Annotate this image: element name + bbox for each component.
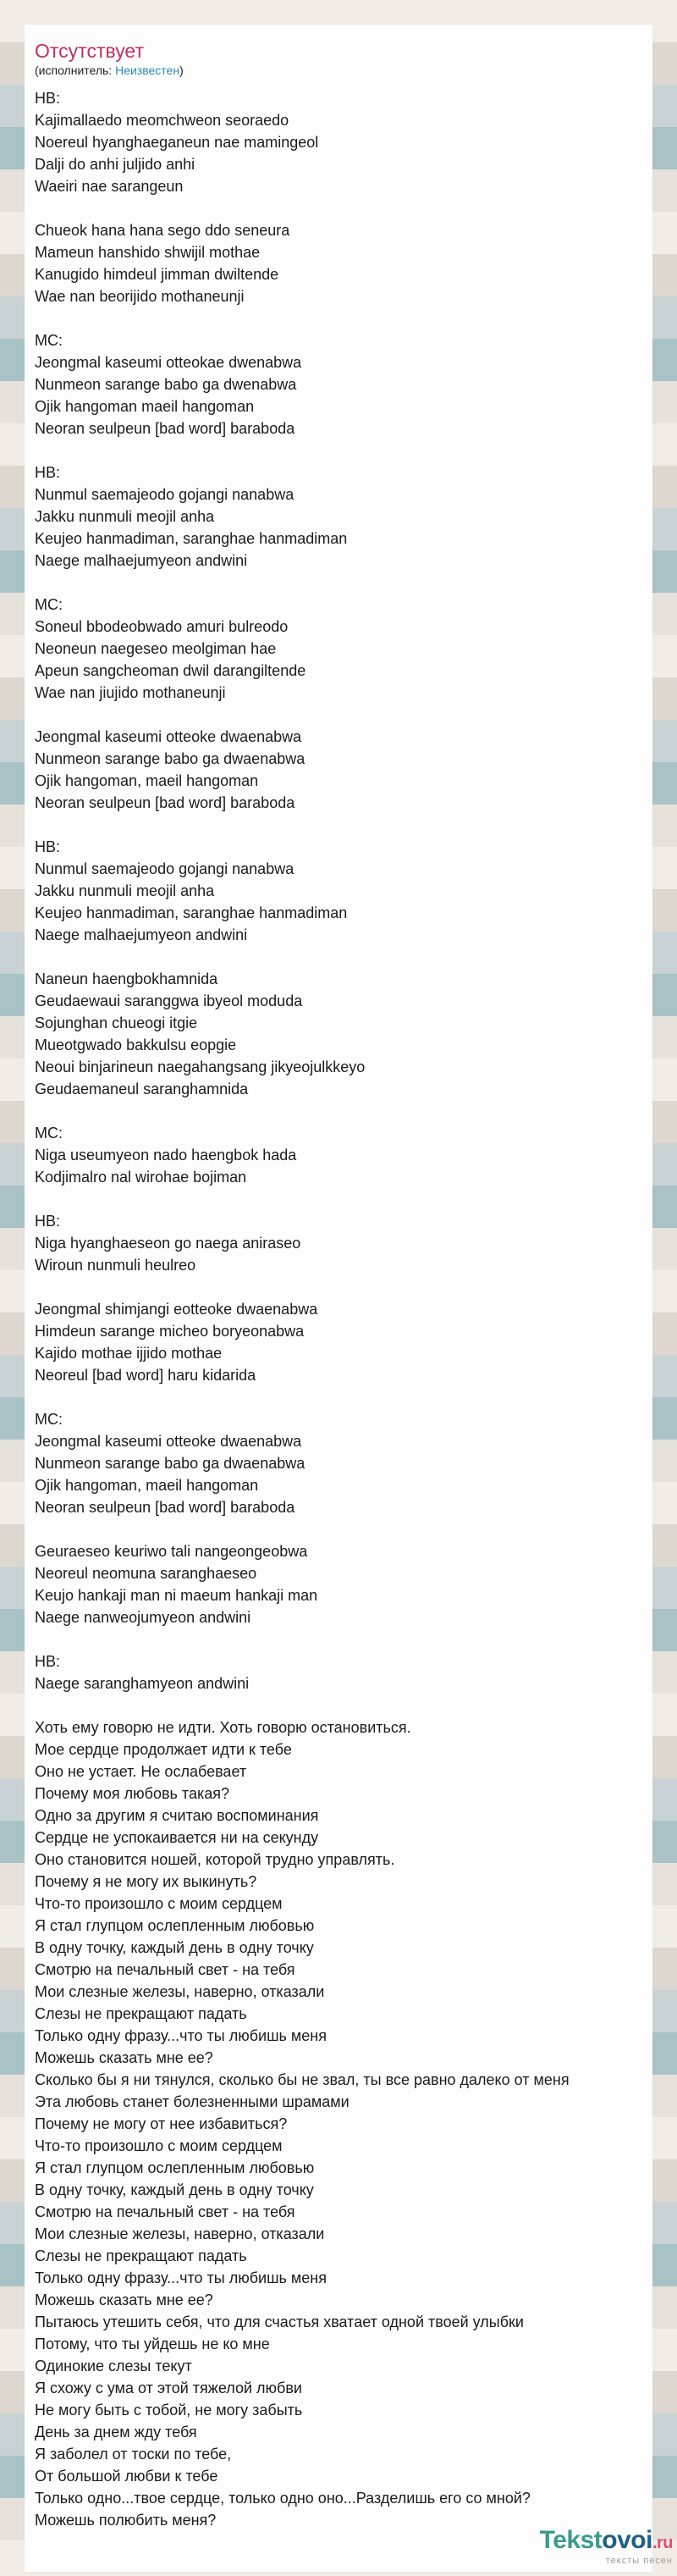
lyrics-stanza — [35, 594, 642, 704]
lyric-line: Только одно...твое сердце, только одно оно...Разделишь его со мной? — [35, 2490, 531, 2507]
lyrics-stanza — [35, 462, 642, 572]
lyric-line: Neoneun naegeseo meolgiman hae — [35, 640, 277, 657]
lyric-line: Сердце не успокаивается ни на секунду — [35, 1829, 319, 1846]
lyric-line: Chueok hana hana sego ddo seneura — [35, 222, 290, 239]
logo-part-1: Tekst — [539, 2526, 603, 2554]
lyric-line: Что-то произошло с моим сердцем — [35, 1895, 283, 1912]
lyric-line: Только одну фразу...что ты любишь меня — [35, 2027, 327, 2044]
lyric-line: Noereul hyanghaeganeun nae mamingeol — [35, 134, 319, 151]
lyric-line: День за днем жду тебя — [35, 2424, 197, 2441]
lyric-line: Мои слезные железы, наверно, отказали — [35, 2225, 325, 2242]
lyrics-stanza — [35, 1540, 642, 1628]
lyrics-page — [25, 25, 652, 2572]
lyric-line: Kanugido himdeul jimman dwiltende — [35, 266, 279, 283]
lyrics-stanza — [35, 329, 642, 439]
lyric-line: Keujeo hanmadiman, saranghae hanmadiman — [35, 904, 348, 921]
lyric-line: Что-то произошло с моим сердцем — [35, 2137, 283, 2154]
performer-prefix: (исполнитель: — [35, 64, 116, 77]
lyric-line: Neoran seulpeun [bad word] baraboda — [35, 420, 295, 437]
lyric-line: Слезы не прекращают падать — [35, 2005, 247, 2022]
lyric-line: Одно за другим я считаю воспоминания — [35, 1807, 319, 1824]
lyrics-stanza — [35, 1298, 642, 1386]
lyric-line: Neoui binjarineun naegahangsang jikyeojulkkeyo — [35, 1059, 366, 1075]
lyric-line: Эта любовь станет болезненными шрамами — [35, 2093, 350, 2110]
lyric-line: Nunmeon sarange babo ga dwaenabwa — [35, 1455, 305, 1472]
lyric-line: Потому, что ты уйдешь не ко мне — [35, 2336, 270, 2352]
logo-part-3: .ru — [652, 2534, 673, 2552]
lyric-line: Keujeo hanmadiman, saranghae hanmadiman — [35, 530, 348, 547]
lyric-line: Naneun haengbokhamnida — [35, 970, 218, 987]
lyric-line: Почему я не могу их выкинуть? — [35, 1873, 257, 1890]
lyric-line: От большой любви к тебе — [35, 2468, 218, 2485]
lyrics-stanza — [35, 968, 642, 1100]
lyric-line: HB: — [35, 838, 61, 855]
lyric-line: В одну точку, каждый день в одну точку — [35, 2181, 314, 2198]
lyric-line: Apeun sangcheoman dwil darangiltende — [35, 662, 306, 679]
lyric-line: Ojik hangoman maeil hangoman — [35, 398, 255, 415]
lyric-line: HB: — [35, 90, 61, 107]
lyric-line: Ojik hangoman, maeil hangoman — [35, 1477, 259, 1494]
lyric-line: Geuraeseo keuriwo tali nangeongeobwa — [35, 1543, 308, 1560]
lyric-line: Naege malhaejumyeon andwini — [35, 552, 248, 569]
lyric-line: Kajido mothae ijjido mothae — [35, 1345, 223, 1362]
lyric-line: Я заболел от тоски по тебе, — [35, 2446, 232, 2463]
lyric-line: Только одну фразу...что ты любишь меня — [35, 2269, 327, 2286]
lyrics-stanza — [35, 219, 642, 307]
lyric-line: Himdeun sarange micheo boryeonabwa — [35, 1323, 305, 1340]
lyric-line: Wiroun nunmuli heulreo — [35, 1257, 196, 1274]
lyrics-stanza — [35, 1122, 642, 1188]
lyric-line: MC: — [35, 1411, 63, 1428]
lyric-line: MC: — [35, 1125, 63, 1142]
site-logo[interactable] — [540, 2528, 673, 2566]
lyrics-stanza — [35, 726, 642, 814]
lyric-line: Nunmeon sarange babo ga dwenabwa — [35, 376, 297, 393]
lyric-line: Nunmul saemajeodo gojangi nanabwa — [35, 860, 294, 877]
lyric-line: Оно становится ношей, которой трудно управлять. — [35, 1851, 395, 1868]
lyric-line: Пытаюсь утешить себя, что для счастья хватает одной твоей улыбки — [35, 2313, 524, 2330]
lyric-line: HB: — [35, 1653, 61, 1670]
lyric-line: Не могу быть с тобой, не могу забыть — [35, 2402, 303, 2418]
lyric-line: В одну точку, каждый день в одну точку — [35, 1939, 314, 1956]
lyric-line: HB: — [35, 464, 61, 481]
artist-link[interactable]: Неизвестен — [115, 64, 180, 77]
lyric-line: Wae nan jiujido mothaneunji — [35, 684, 226, 701]
lyric-line: Nunmeon sarange babo ga dwaenabwa — [35, 750, 305, 767]
logo-tagline: тексты песен — [605, 2556, 673, 2566]
lyric-line: Jakku nunmuli meojil anha — [35, 508, 215, 525]
lyric-line: Почему не могу от нее избавиться? — [35, 2115, 288, 2132]
lyric-line: Keujo hankaji man ni maeum hankaji man — [35, 1587, 318, 1604]
lyric-line: Jeongmal shimjangi eotteoke dwaenabwa — [35, 1301, 318, 1318]
lyric-line: Я стал глупцом ослепленным любовью — [35, 2159, 315, 2176]
lyric-line: Почему моя любовь такая? — [35, 1785, 230, 1802]
lyrics-stanza — [35, 1716, 642, 2531]
lyric-line: Смотрю на печальный свет - на тебя — [35, 1961, 295, 1978]
lyric-line: Sojunghan chueogi itgie — [35, 1014, 198, 1031]
lyrics-stanza — [35, 1650, 642, 1694]
lyric-line: Слезы не прекращают падать — [35, 2247, 247, 2264]
lyric-line: Jakku nunmuli meojil anha — [35, 882, 215, 899]
lyrics-stanza — [35, 836, 642, 946]
lyric-line: Мое сердце продолжает идти к тебе — [35, 1741, 292, 1758]
lyrics-stanza — [35, 1210, 642, 1276]
lyric-line: Можешь сказать мне ее? — [35, 2291, 213, 2308]
lyric-line: Naege saranghamyeon andwini — [35, 1675, 250, 1692]
lyric-line: Neoran seulpeun [bad word] baraboda — [35, 794, 295, 811]
song-title: Отсутствует — [35, 40, 144, 62]
lyric-line: Geudaemaneul saranghamnida — [35, 1081, 249, 1097]
lyric-line: Dalji do anhi juljido anhi — [35, 156, 195, 173]
lyric-line: Я стал глупцом ослепленным любовью — [35, 1917, 315, 1934]
lyric-line: Neoran seulpeun [bad word] baraboda — [35, 1499, 295, 1516]
lyric-line: Ojik hangoman, maeil hangoman — [35, 772, 259, 789]
lyric-line: MC: — [35, 596, 63, 613]
lyric-line: Naege malhaejumyeon andwini — [35, 926, 248, 943]
lyric-line: Nunmul saemajeodo gojangi nanabwa — [35, 486, 294, 503]
lyric-line: Neoreul neomuna saranghaeseo — [35, 1565, 257, 1582]
lyric-line: Jeongmal kaseumi otteokae dwenabwa — [35, 354, 302, 371]
performer-suffix: ) — [179, 64, 184, 77]
lyric-line: Мои слезные железы, наверно, отказали — [35, 1983, 325, 2000]
lyric-line: Одинокие слезы текут — [35, 2358, 192, 2374]
lyric-line: Waeiri nae sarangeun — [35, 178, 184, 195]
lyric-line: Я схожу с ума от этой тяжелой любви — [35, 2380, 302, 2396]
lyric-line: Сколько бы я ни тянулся, сколько бы не звал, ты все равно далеко от меня — [35, 2071, 570, 2088]
lyric-line: Soneul bbodeobwado amuri bulreodo — [35, 618, 289, 635]
lyric-line: Хоть ему говорю не идти. Хоть говорю остановиться. — [35, 1719, 411, 1736]
lyric-line: Niga hyanghaeseon go naega aniraseo — [35, 1235, 301, 1252]
lyric-line: Neoreul [bad word] haru kidarida — [35, 1367, 256, 1384]
lyric-line: Naege nanweojumyeon andwini — [35, 1609, 251, 1626]
lyric-line: Mueotgwado bakkulsu eopgie — [35, 1036, 237, 1053]
lyric-line: Оно не устает. Не ослабевает — [35, 1763, 247, 1780]
lyric-line: Jeongmal kaseumi otteoke dwaenabwa — [35, 1433, 302, 1450]
performer-line — [35, 64, 642, 78]
lyric-line: Kodjimalro nal wirohae bojiman — [35, 1169, 247, 1186]
logo-part-2: ovoi — [602, 2526, 652, 2554]
lyrics-stanza — [35, 1408, 642, 1518]
lyrics-stanza — [35, 87, 642, 197]
lyric-line: Можешь сказать мне ее? — [35, 2049, 213, 2066]
lyric-line: Geudaewaui saranggwa ibyeol moduda — [35, 992, 303, 1009]
lyric-line: Kajimallaedo meomchweon seoraedo — [35, 112, 289, 129]
lyrics-body — [35, 87, 642, 2531]
lyric-line: Wae nan beorijido mothaneunji — [35, 288, 245, 305]
lyric-line: MC: — [35, 332, 63, 349]
lyric-line: Mameun hanshido shwijil mothae — [35, 244, 261, 261]
lyric-line: Можешь полюбить меня? — [35, 2512, 217, 2529]
lyric-line: Niga useumyeon nado haengbok hada — [35, 1147, 297, 1164]
lyric-line: Смотрю на печальный свет - на тебя — [35, 2203, 295, 2220]
logo-wordmark — [540, 2528, 673, 2556]
lyric-line: HB: — [35, 1213, 61, 1230]
lyric-line: Jeongmal kaseumi otteoke dwaenabwa — [35, 728, 302, 745]
